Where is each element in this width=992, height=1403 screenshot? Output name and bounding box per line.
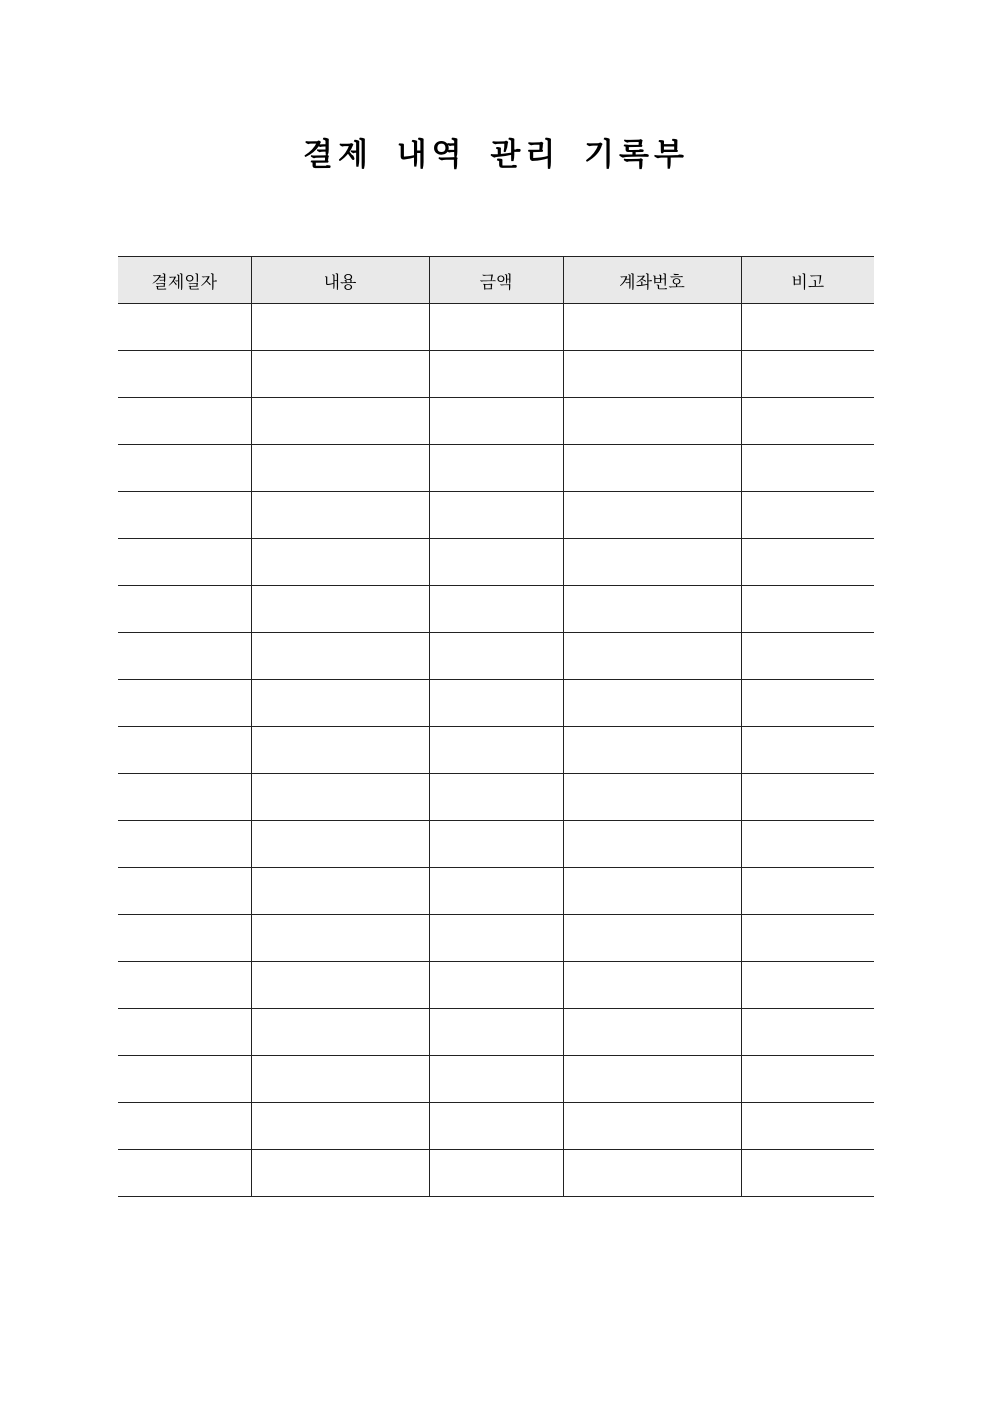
table-body bbox=[118, 304, 874, 1197]
table-row bbox=[118, 727, 874, 774]
cell-account-number[interactable] bbox=[563, 398, 741, 445]
cell-account-number[interactable] bbox=[563, 821, 741, 868]
table-row bbox=[118, 774, 874, 821]
cell-remarks[interactable] bbox=[741, 727, 874, 774]
cell-payment-date[interactable] bbox=[118, 304, 251, 351]
cell-amount[interactable] bbox=[429, 445, 563, 492]
table-row bbox=[118, 304, 874, 351]
cell-description[interactable] bbox=[251, 868, 429, 915]
cell-description[interactable] bbox=[251, 633, 429, 680]
cell-remarks[interactable] bbox=[741, 398, 874, 445]
cell-payment-date[interactable] bbox=[118, 962, 251, 1009]
cell-amount[interactable] bbox=[429, 304, 563, 351]
table-row bbox=[118, 492, 874, 539]
cell-amount[interactable] bbox=[429, 821, 563, 868]
cell-payment-date[interactable] bbox=[118, 586, 251, 633]
cell-payment-date[interactable] bbox=[118, 774, 251, 821]
cell-amount[interactable] bbox=[429, 633, 563, 680]
cell-description[interactable] bbox=[251, 1009, 429, 1056]
cell-description[interactable] bbox=[251, 727, 429, 774]
header-payment-date: 결제일자 bbox=[118, 257, 251, 304]
cell-remarks[interactable] bbox=[741, 351, 874, 398]
cell-remarks[interactable] bbox=[741, 962, 874, 1009]
table-row bbox=[118, 1150, 874, 1197]
cell-account-number[interactable] bbox=[563, 680, 741, 727]
cell-remarks[interactable] bbox=[741, 821, 874, 868]
table-header-row bbox=[118, 257, 874, 304]
cell-amount[interactable] bbox=[429, 398, 563, 445]
cell-description[interactable] bbox=[251, 915, 429, 962]
cell-payment-date[interactable] bbox=[118, 398, 251, 445]
cell-amount[interactable] bbox=[429, 1009, 563, 1056]
cell-account-number[interactable] bbox=[563, 962, 741, 1009]
cell-amount[interactable] bbox=[429, 539, 563, 586]
table-row bbox=[118, 1103, 874, 1150]
table-row bbox=[118, 680, 874, 727]
cell-description[interactable] bbox=[251, 962, 429, 1009]
cell-account-number[interactable] bbox=[563, 351, 741, 398]
cell-description[interactable] bbox=[251, 1103, 429, 1150]
cell-remarks[interactable] bbox=[741, 915, 874, 962]
cell-amount[interactable] bbox=[429, 962, 563, 1009]
cell-account-number[interactable] bbox=[563, 633, 741, 680]
cell-remarks[interactable] bbox=[741, 304, 874, 351]
cell-amount[interactable] bbox=[429, 1150, 563, 1197]
cell-payment-date[interactable] bbox=[118, 1103, 251, 1150]
cell-remarks[interactable] bbox=[741, 445, 874, 492]
header-remarks: 비고 bbox=[741, 257, 874, 304]
cell-account-number[interactable] bbox=[563, 492, 741, 539]
cell-account-number[interactable] bbox=[563, 868, 741, 915]
cell-payment-date[interactable] bbox=[118, 445, 251, 492]
cell-description[interactable] bbox=[251, 586, 429, 633]
cell-payment-date[interactable] bbox=[118, 1056, 251, 1103]
cell-remarks[interactable] bbox=[741, 539, 874, 586]
cell-account-number[interactable] bbox=[563, 445, 741, 492]
cell-remarks[interactable] bbox=[741, 1150, 874, 1197]
cell-account-number[interactable] bbox=[563, 774, 741, 821]
cell-remarks[interactable] bbox=[741, 868, 874, 915]
table-row bbox=[118, 445, 874, 492]
cell-amount[interactable] bbox=[429, 1103, 563, 1150]
cell-amount[interactable] bbox=[429, 351, 563, 398]
table-row bbox=[118, 539, 874, 586]
cell-payment-date[interactable] bbox=[118, 539, 251, 586]
cell-account-number[interactable] bbox=[563, 1056, 741, 1103]
cell-amount[interactable] bbox=[429, 1056, 563, 1103]
cell-amount[interactable] bbox=[429, 680, 563, 727]
cell-payment-date[interactable] bbox=[118, 1009, 251, 1056]
cell-description[interactable] bbox=[251, 1150, 429, 1197]
cell-description[interactable] bbox=[251, 539, 429, 586]
cell-description[interactable] bbox=[251, 304, 429, 351]
table-row bbox=[118, 962, 874, 1009]
cell-account-number[interactable] bbox=[563, 727, 741, 774]
cell-remarks[interactable] bbox=[741, 1056, 874, 1103]
table-row bbox=[118, 1009, 874, 1056]
table-row bbox=[118, 868, 874, 915]
cell-amount[interactable] bbox=[429, 774, 563, 821]
cell-remarks[interactable] bbox=[741, 633, 874, 680]
cell-payment-date[interactable] bbox=[118, 492, 251, 539]
table-row bbox=[118, 633, 874, 680]
header-account-number: 계좌번호 bbox=[563, 257, 741, 304]
cell-payment-date[interactable] bbox=[118, 351, 251, 398]
cell-amount[interactable] bbox=[429, 727, 563, 774]
table-row bbox=[118, 586, 874, 633]
header-amount: 금액 bbox=[429, 257, 563, 304]
cell-account-number[interactable] bbox=[563, 586, 741, 633]
cell-description[interactable] bbox=[251, 774, 429, 821]
table-row bbox=[118, 1056, 874, 1103]
table-row bbox=[118, 821, 874, 868]
table-row bbox=[118, 351, 874, 398]
cell-description[interactable] bbox=[251, 680, 429, 727]
cell-remarks[interactable] bbox=[741, 1009, 874, 1056]
cell-amount[interactable] bbox=[429, 915, 563, 962]
cell-account-number[interactable] bbox=[563, 304, 741, 351]
cell-payment-date[interactable] bbox=[118, 727, 251, 774]
cell-description[interactable] bbox=[251, 398, 429, 445]
cell-payment-date[interactable] bbox=[118, 1150, 251, 1197]
cell-remarks[interactable] bbox=[741, 774, 874, 821]
cell-amount[interactable] bbox=[429, 868, 563, 915]
cell-account-number[interactable] bbox=[563, 1009, 741, 1056]
cell-remarks[interactable] bbox=[741, 680, 874, 727]
cell-payment-date[interactable] bbox=[118, 868, 251, 915]
cell-payment-date[interactable] bbox=[118, 680, 251, 727]
cell-account-number[interactable] bbox=[563, 539, 741, 586]
table-row bbox=[118, 915, 874, 962]
cell-description[interactable] bbox=[251, 492, 429, 539]
header-description: 내용 bbox=[251, 257, 429, 304]
cell-description[interactable] bbox=[251, 1056, 429, 1103]
page-title: 결제 내역 관리 기록부 bbox=[303, 137, 689, 173]
cell-account-number[interactable] bbox=[563, 915, 741, 962]
cell-description[interactable] bbox=[251, 351, 429, 398]
cell-remarks[interactable] bbox=[741, 1103, 874, 1150]
cell-description[interactable] bbox=[251, 445, 429, 492]
cell-amount[interactable] bbox=[429, 492, 563, 539]
table-row bbox=[118, 398, 874, 445]
cell-amount[interactable] bbox=[429, 586, 563, 633]
cell-description[interactable] bbox=[251, 821, 429, 868]
cell-remarks[interactable] bbox=[741, 586, 874, 633]
payment-ledger-table bbox=[118, 256, 874, 1197]
cell-payment-date[interactable] bbox=[118, 821, 251, 868]
cell-remarks[interactable] bbox=[741, 492, 874, 539]
cell-account-number[interactable] bbox=[563, 1103, 741, 1150]
cell-payment-date[interactable] bbox=[118, 915, 251, 962]
cell-account-number[interactable] bbox=[563, 1150, 741, 1197]
cell-payment-date[interactable] bbox=[118, 633, 251, 680]
